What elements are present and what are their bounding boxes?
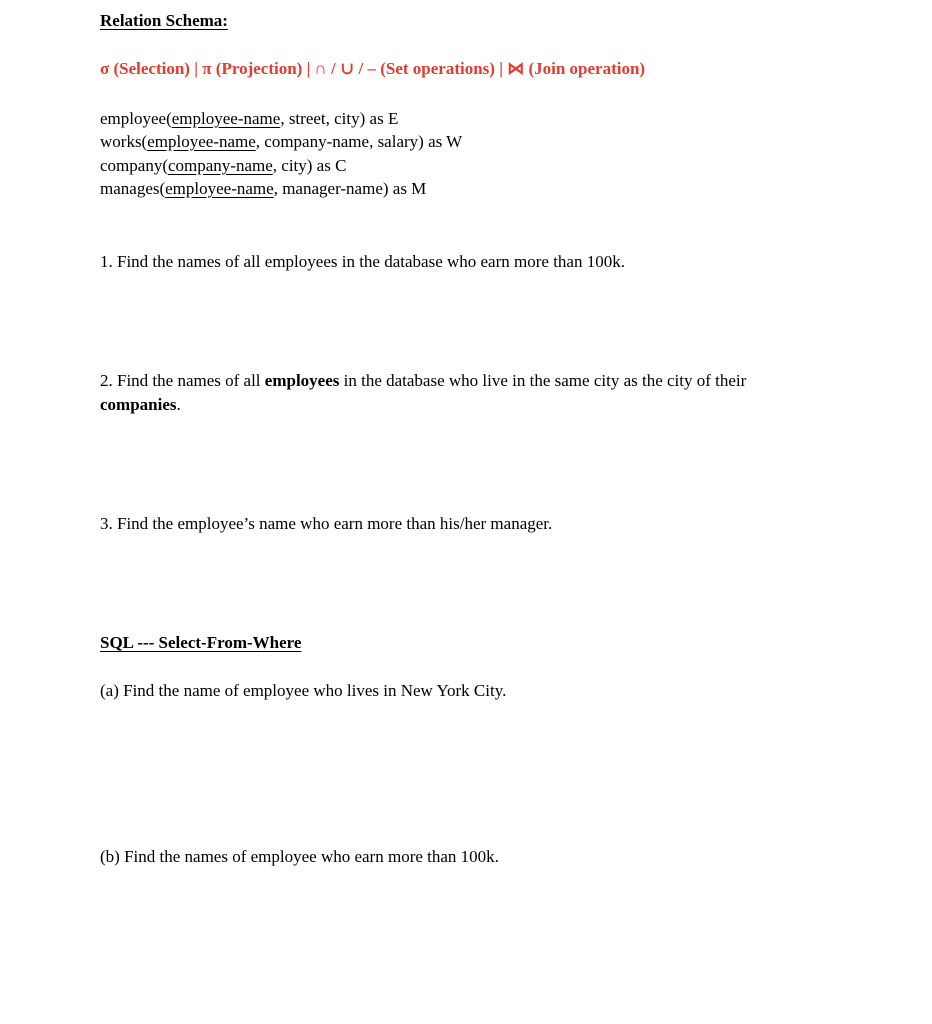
relation-attributes: , manager-name) as M xyxy=(273,179,427,198)
relation-name: company( xyxy=(100,156,168,175)
question-2-emphasis: employees xyxy=(264,371,340,390)
question-2-line-1 xyxy=(100,370,746,392)
question-1: 1. Find the names of all employees in the database who earn more than 100k. xyxy=(100,252,625,271)
operators-legend: σ (Selection) | π (Projection) | ∩ / ∪ / – (Set operations) | ⋈ (Join operation) xyxy=(100,59,646,78)
question-2-text: 2. Find the names of all xyxy=(100,371,265,390)
relation-key: employee-name xyxy=(171,109,281,128)
relation-attributes: , street, city) as E xyxy=(280,109,399,128)
sql-question-a: (a) Find the name of employee who lives in New York City. xyxy=(100,681,507,700)
question-2-line-2 xyxy=(100,394,181,416)
relation-name: manages( xyxy=(100,179,166,198)
relation-key: employee-name xyxy=(147,132,256,151)
question-3: 3. Find the employee’s name who earn more than his/her manager. xyxy=(100,514,553,533)
question-2-text-cont: in the database who live in the same city as the city of their xyxy=(339,371,747,390)
relation-key: employee-name xyxy=(165,179,274,198)
relation-schema-heading: Relation Schema: xyxy=(100,11,228,30)
relation-works xyxy=(100,131,462,153)
question-2-emphasis-2: companies xyxy=(100,395,177,414)
relation-name: employee( xyxy=(100,109,172,128)
relation-attributes: , company-name, salary) as W xyxy=(255,132,463,151)
relation-employee xyxy=(100,108,398,130)
relation-key: company-name xyxy=(167,156,273,175)
relation-name: works( xyxy=(100,132,148,151)
relation-manages xyxy=(100,178,426,200)
sql-question-b: (b) Find the names of employee who earn more than 100k. xyxy=(100,847,499,866)
relation-attributes: , city) as C xyxy=(272,156,347,175)
relation-company xyxy=(100,155,346,177)
sql-heading: SQL --- Select-From-Where xyxy=(100,633,302,652)
question-2-period: . xyxy=(176,395,181,414)
